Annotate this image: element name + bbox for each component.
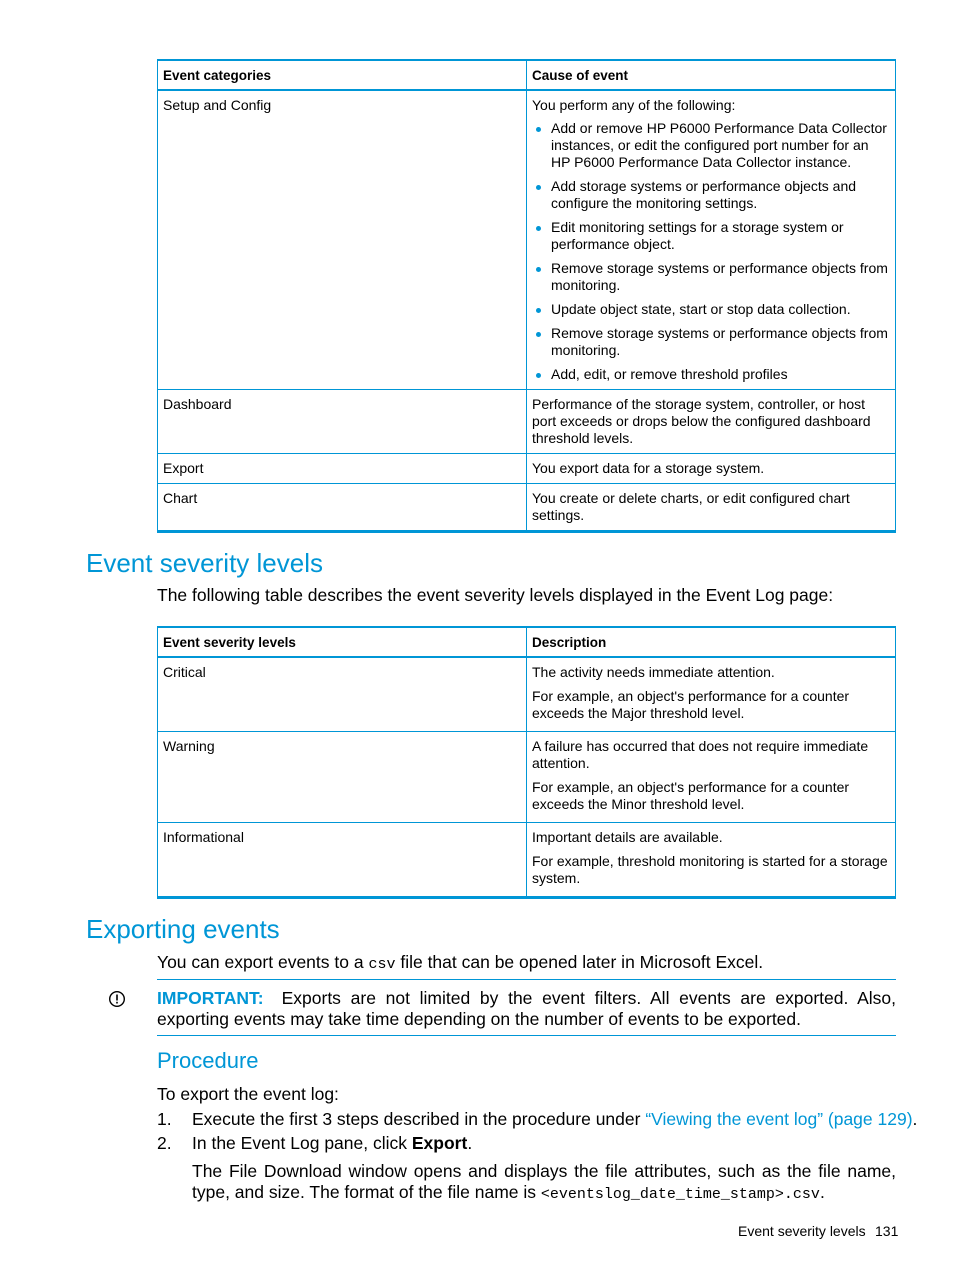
table-row	[158, 90, 896, 390]
severity-cell: Informational	[158, 823, 527, 898]
list-item: Remove storage systems or performance objects from monitoring.	[551, 325, 890, 359]
step-text-part: Execute the first 3 steps described in the procedure under	[192, 1109, 646, 1129]
step-text	[192, 1109, 917, 1130]
description-cell	[527, 657, 896, 732]
export-term: Export	[411, 1133, 468, 1153]
intro-text: You can export events to a	[157, 952, 369, 972]
list-item: Edit monitoring settings for a storage system or performance object.	[551, 219, 890, 253]
severity-levels-table	[157, 626, 896, 899]
step-text-part: .	[467, 1133, 473, 1153]
table-header-row	[158, 627, 896, 657]
column-header: Description	[527, 627, 896, 657]
cause-cell: You create or delete charts, or edit configured chart settings.	[527, 484, 896, 532]
table-row	[158, 657, 896, 732]
category-cell: Dashboard	[158, 390, 527, 454]
event-categories-table	[157, 59, 896, 533]
cause-bullet-list	[532, 120, 890, 383]
description-text: Important details are available.	[532, 829, 723, 845]
section-heading: Event severity levels	[86, 548, 323, 578]
detail-text: .	[819, 1182, 825, 1202]
table-row	[158, 823, 896, 898]
section-intro: The following table describes the event severity levels displayed in the Event Log page:	[157, 585, 834, 605]
category-cell: Chart	[158, 484, 527, 532]
column-header: Cause of event	[527, 60, 896, 90]
severity-cell: Critical	[158, 657, 527, 732]
column-header: Event categories	[158, 60, 527, 90]
column-header: Event severity levels	[158, 627, 527, 657]
table-row	[158, 390, 896, 454]
csv-code: csv	[368, 956, 396, 973]
example-text: For example, threshold monitoring is started for a storage system.	[532, 853, 888, 886]
list-item: Add storage systems or performance objects and configure the monitoring settings.	[551, 178, 890, 212]
footer-section-title: Event severity levels	[738, 1223, 866, 1239]
list-item: Update object state, start or stop data collection.	[551, 301, 890, 318]
step-number: 1.	[157, 1109, 172, 1129]
page-number: 131	[875, 1223, 899, 1239]
step-text-part: .	[912, 1109, 918, 1129]
description-text: A failure has occurred that does not require immediate attention.	[532, 738, 869, 771]
severity-cell: Warning	[158, 732, 527, 823]
important-icon	[108, 990, 126, 1008]
list-item: Remove storage systems or performance objects from monitoring.	[551, 260, 890, 294]
procedure-heading: Procedure	[157, 1048, 259, 1073]
section-heading: Exporting events	[86, 914, 280, 944]
description-text: The activity needs immediate attention.	[532, 664, 775, 680]
divider	[157, 1035, 896, 1036]
viewing-event-log-link[interactable]: “Viewing the event log” (page 129)	[645, 1109, 913, 1129]
category-cell: Export	[158, 454, 527, 484]
detail-text: The File Download window opens and displays the file attributes, such as the file name, type, and size. The format of the file name is	[192, 1161, 896, 1202]
step-text	[192, 1133, 472, 1154]
cause-cell: Performance of the storage system, controller, or host port exceeds or drops below the configured dashboard threshold levels.	[527, 390, 896, 454]
export-intro	[157, 952, 763, 975]
list-item: Add or remove HP P6000 Performance Data Collector instances, or edit the configured port number for an HP P6000 Performance Data Collector instance.	[551, 120, 890, 171]
step-number: 2.	[157, 1133, 172, 1153]
table-row	[158, 732, 896, 823]
intro-text: file that can be opened later in Microsoft Excel.	[395, 952, 764, 972]
category-cell: Setup and Config	[158, 90, 527, 390]
description-cell	[527, 823, 896, 898]
procedure-intro: To export the event log:	[157, 1084, 339, 1104]
example-text: For example, an object's performance for a counter exceeds the Major threshold level.	[532, 688, 850, 721]
cause-intro: You perform any of the following:	[532, 97, 736, 113]
important-text: Exports are not limited by the event filters. All events are exported. Also, exporting events may take time depending on the number of events to be exported.	[157, 988, 896, 1029]
cause-cell: You export data for a storage system.	[527, 454, 896, 484]
filename-code: <eventslog_date_time_stamp>.csv	[540, 1186, 820, 1203]
cause-cell	[527, 90, 896, 390]
step-text-part: In the Event Log pane, click	[192, 1133, 412, 1153]
table-header-row	[158, 60, 896, 90]
description-cell	[527, 732, 896, 823]
table-row	[158, 484, 896, 532]
list-item: Add, edit, or remove threshold profiles	[551, 366, 890, 383]
example-text: For example, an object's performance for a counter exceeds the Minor threshold level.	[532, 779, 850, 812]
table-row	[158, 454, 896, 484]
step-detail	[192, 1161, 896, 1205]
important-label: IMPORTANT:	[157, 988, 264, 1008]
important-note	[157, 988, 896, 1030]
divider	[157, 979, 896, 980]
